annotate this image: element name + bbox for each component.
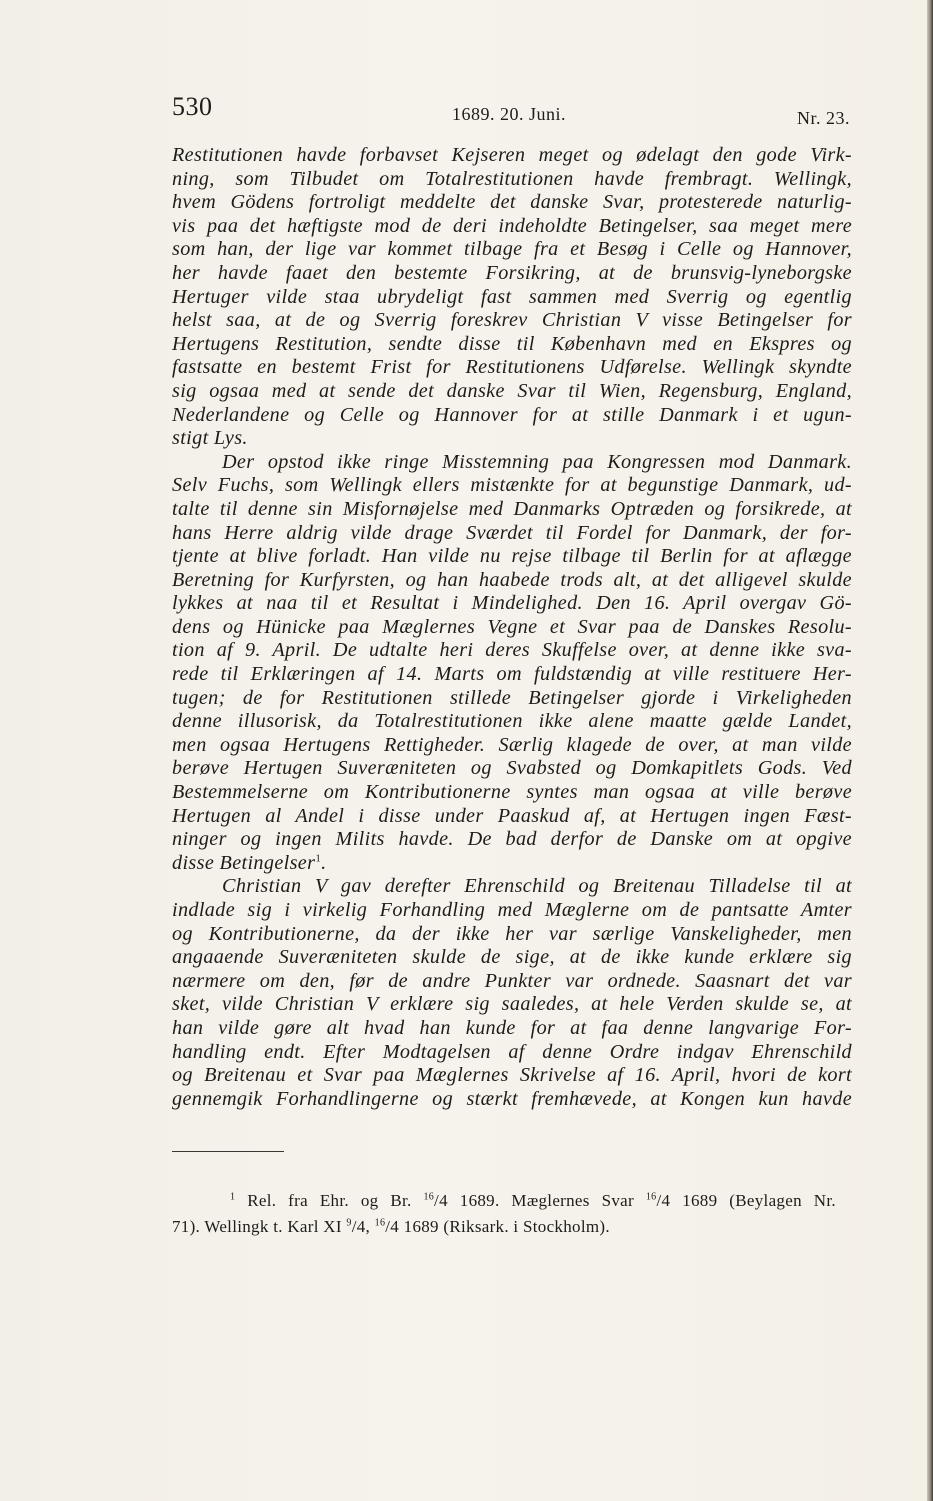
text-line: tjente at blive forladt. Han vilde nu rejse tilbage til Berlin for at aflægge [172,545,852,568]
issue-number: Nr. 23. [797,108,850,128]
text-line: og Breitenau et Svar paa Mæglernes Skrivelse af 16. April, hvori de kort [172,1064,852,1087]
text-line: Hertugen al Andel i disse under Paaskud af, at Hertugen ingen Fæst- [172,804,852,827]
text-line: denne illusorisk, da Totalrestitutionen ikke alene maatte gælde Landet, [172,710,852,733]
footnote-text: 1689 (Riksark. i Stockholm). [403,1217,610,1236]
text-line: Beretning for Kurfyrsten, og han haabede trods alt, at det alligevel skulde [172,568,852,591]
text-line: angaaende Suveræniteten skulde de sige, at de ikke kunde erklære sig [172,946,852,969]
fraction-numerator: 9 [346,1217,352,1229]
footnote-divider [172,1151,284,1152]
footnote-text: 71). Wellingk t. Karl XI [172,1217,342,1236]
text-line: og Kontributionerne, da der ikke her var særlige Vanskeligheder, men [172,922,852,945]
fraction-denominator: /4 [656,1191,671,1210]
fraction-denominator: /4 [434,1191,448,1210]
footnote-marker: 1 [230,1191,236,1203]
page-number: 530 [172,92,213,121]
text-line: talte til denne sin Misfornøjelse med Danmarks Optræden og forsikrede, at [172,497,852,520]
text-line: tion af 9. April. De udtalte heri deres Skuffelse over, at denne ikke sva- [172,639,852,662]
fraction-denominator: /4 [385,1217,400,1236]
text-line: gennemgik Forhandlingerne og stærkt fremhævede, at Kongen kun havde [172,1087,852,1110]
text-line: dens og Hünicke paa Mæglernes Vegne et Svar paa de Danskes Resolu- [172,615,852,638]
text-line: helst saa, at de og Sverrig foreskrev Christian V visse Betingelser for [172,309,852,332]
footnote-reference: 1 [315,852,322,865]
text-line: ning, som Tilbudet om Totalrestitutionen havde frembragt. Wellingk, [172,167,852,190]
text-line: her havde faaet den bestemte Forsikring, at de brunsvig-lyneborgske [172,261,852,284]
text-line: sig ogsaa med at sende det danske Svar til Wien, Regensburg, England, [172,379,852,402]
footnote [172,1188,836,1240]
text-line: Der opstod ikke ringe Misstemning paa Kongressen mod Danmark. [222,450,852,473]
text-line: hvem Gödens fortroligt meddelte det danske Svar, protesterede naturlig- [172,191,852,214]
footnote-text: 1689. Mæglernes Svar [459,1191,634,1210]
page-edge-shadow [927,0,933,1501]
text-line: som han, der lige var kommet tilbage fra et Besøg i Celle og Hannover, [172,238,852,261]
text-line: tugen; de for Restitutionen stillede Betingelser gjorde i Virkeligheden [172,686,852,709]
text-line: Bestemmelserne om Kontributionerne syntes man ogsaa at ville berøve [172,781,852,804]
text-line: Hertugens Restitution, sendte disse til København med en Ekspres og [172,332,852,355]
text-line: berøve Hertugen Suveræniteten og Svabsted og Domkapitlets Gods. Ved [172,757,852,780]
text-line-content: disse Betingelser [172,851,316,874]
fraction-numerator: 16 [423,1191,435,1203]
text-line: handling endt. Efter Modtagelsen af denne Ordre indgav Ehrenschild [172,1040,852,1063]
text-line: han vilde gøre alt hvad han kunde for at faa denne langvarige For- [172,1016,852,1039]
footnote-line [172,1188,836,1214]
text-line: ninger og ingen Milits havde. De bad derfor de Danske om at opgive [172,828,852,851]
text-line: Nederlandene og Celle og Hannover for at stille Danmark i et ugun- [172,403,852,426]
fraction-denominator: /4, [351,1217,371,1236]
text-line: men ogsaa Hertugens Rettigheder. Særlig klagede de over, at man vilde [172,733,852,756]
footnote-line [172,1214,836,1240]
text-line-with-footnote-ref: disse Betingelser$^1$. [172,851,327,874]
text-line: Christian V gav derefter Ehrenschild og Breitenau Tilladelse til at [222,875,852,898]
text-line: sket, vilde Christian V erklære sig saaledes, at hele Verden skulde se, at [172,993,852,1016]
page-header [172,92,862,132]
text-line: vis paa det hæftigste mod de deri indeholdte Betingelser, saa meget mere [172,214,852,237]
text-line: stigt Lys. [172,427,248,450]
text-line: rede til Erklæringen af 14. Marts om fuldstændig at ville restituere Her- [172,663,852,686]
footnote-text: Rel. fra Ehr. og Br. [247,1191,412,1210]
fraction-numerator: 16 [374,1217,386,1229]
text-line: lykkes at naa til et Resultat i Mindelighed. Den 16. April overgav Gö- [172,592,852,615]
body-text [172,144,852,1111]
footnote-text: 1689 (Beylagen Nr. [682,1191,836,1210]
text-line: indlade sig i virkelig Forhandling med Mæglerne om de pantsatte Amter [172,899,852,921]
fraction-numerator: 16 [645,1191,657,1203]
text-line: hans Herre aldrig vilde drage Sværdet til Fordel for Danmark, der for- [172,521,852,544]
running-date: 1689. 20. Juni. [452,104,567,124]
text-line: Restitutionen havde forbavset Kejseren meget og ødelagt den gode Virk- [172,144,852,166]
text-line: Hertuger vilde staa ubrydeligt fast sammen med Sverrig og egentlig [172,285,852,308]
text-line: Selv Fuchs, som Wellingk ellers mistænkte for at begunstige Danmark, ud- [172,474,852,497]
text-line: nærmere om den, før de andre Punkter var ordnede. Saasnart det var [172,969,852,992]
text-line: fastsatte en bestemt Frist for Restitutionens Udførelse. Wellingk skyndte [172,356,852,379]
